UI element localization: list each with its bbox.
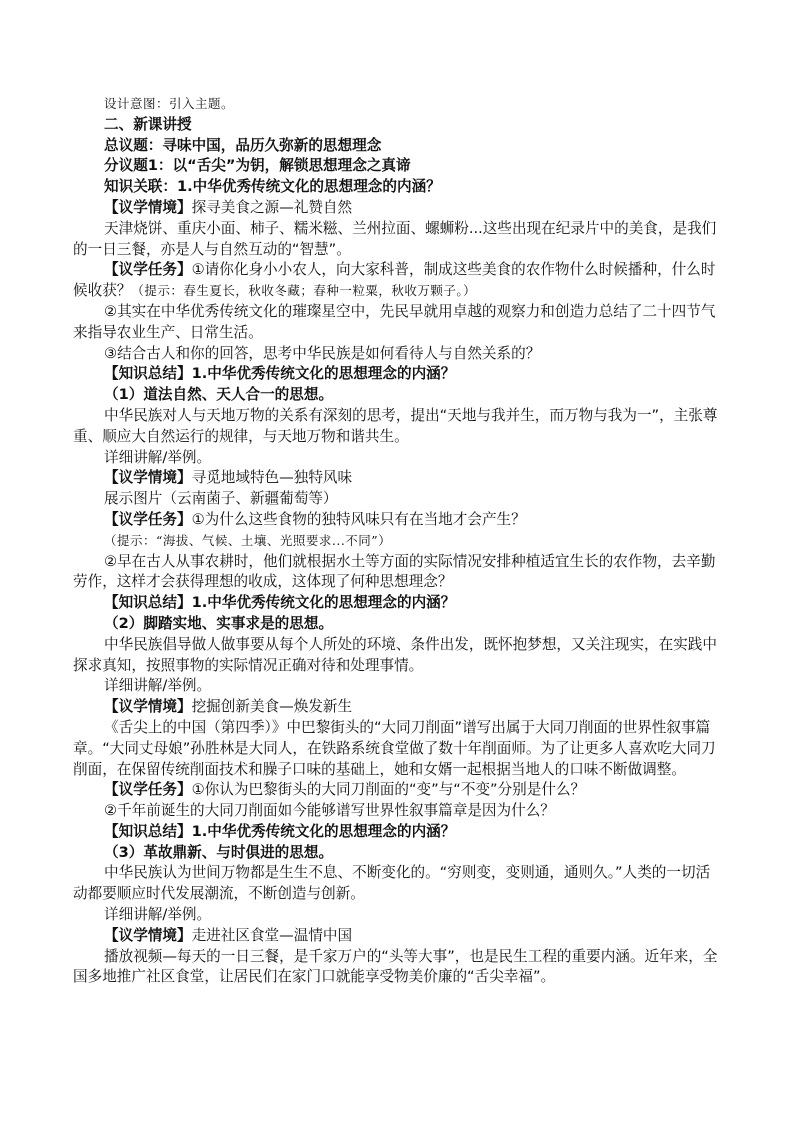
task-hint: （提示：“海拔、气候、土壤、光照要求...不同”） <box>104 532 392 548</box>
scenario-4 <box>73 926 723 947</box>
scenario-title: 寻觅地域特色—独特风味 <box>191 469 353 487</box>
task-2 <box>73 510 723 531</box>
summary-point: （3）革故鼎新、与时俱进的思想。 <box>104 843 334 861</box>
knowledge-link: 知识关联：1.中华优秀传统文化的思想理念的内涵？ <box>104 178 441 196</box>
scenario-3 <box>73 697 723 718</box>
section-heading: 二、新课讲授 <box>104 115 192 133</box>
task-tag: 【议学任务】 <box>104 510 192 528</box>
sub-topic: 分议题1：以“舌尖”为钥，解锁思想理念之真谛 <box>104 157 411 175</box>
lesson-plan-body <box>73 94 723 988</box>
paragraph: 详细讲解/举例。 <box>104 906 212 924</box>
paragraph: 天津烧饼、重庆小面、柿子、糯米糍、兰州拉面、螺蛳粉...这些出现在纪录片中的美食，是我们的一日三餐，亦是人与自然互动的“智慧”。 <box>73 219 717 258</box>
summary-point: （2）脚踏实地、实事求是的思想。 <box>104 614 334 632</box>
scenario-2 <box>73 468 723 489</box>
task-text: ①请你化身小小农人，向大家科普，制成这些美食的农作物什么时候播种，什么时候收获？ <box>73 261 716 300</box>
paragraph: ③结合古人和你的回答，思考中华民族是如何看待人与自然关系的？ <box>104 344 541 362</box>
scenario-tag: 【议学情境】 <box>104 926 192 944</box>
summary-point: （1）道法自然、天人合一的思想。 <box>104 386 334 404</box>
paragraph: 播放视频—每天的一日三餐，是千家万户的“头等大事”，也是民生工程的重要内涵。近年来，全国多地推广社区食堂，让居民们在家门口就能享受物美价廉的“舌尖幸福”。 <box>73 947 718 986</box>
paragraph: 展示图片（云南菌子、新疆葡萄等） <box>104 490 338 508</box>
task-text: ①为什么这些食物的独特风味只有在当地才会产生？ <box>191 510 526 528</box>
paragraph: ②其实在中华优秀传统文化的璀璨星空中，先民早就用卓越的观察力和创造力总结了二十四节气来指导农业生产、日常生活。 <box>73 302 716 341</box>
main-topic: 总议题：寻味中国，品历久弥新的思想理念 <box>104 136 382 154</box>
scenario-tag: 【议学情境】 <box>104 469 192 487</box>
scenario-title: 走进社区食堂—温情中国 <box>191 926 353 944</box>
task-tag: 【议学任务】 <box>104 261 192 279</box>
paragraph: 中华民族对人与天地万物的关系有深刻的思考，提出“天地与我并生，而万物与我为一”，主张尊重、顺应大自然运行的规律，与天地万物和谐共生。 <box>73 406 718 445</box>
scenario-tag: 【议学情境】 <box>104 698 192 716</box>
paragraph: 详细讲解/举例。 <box>104 448 212 466</box>
knowledge-summary: 【知识总结】1.中华优秀传统文化的思想理念的内涵？ <box>104 594 456 612</box>
scenario-1 <box>73 198 723 219</box>
task-text: ①你认为巴黎街头的大同刀削面的“变”与“不变”分别是什么？ <box>191 781 586 799</box>
scenario-title: 挖掘创新美食—焕发新生 <box>191 698 353 716</box>
paragraph: 《舌尖上的中国（第四季）》中巴黎街头的“大同刀削面”谱写出属于大同刀削面的世界性叙事篇章。“大同丈母娘”孙胜林是大同人，在铁路系统食堂做了数十年削面师。为了让更多人喜欢吃大同刀削面，在保留传统削面技术和臊子口味的基础上，她和女婿一起根据当地人的口味不断做调整。 <box>73 718 716 778</box>
paragraph: 中华民族倡导做人做事要从每个人所处的环境、条件出发，既怀抱梦想，又关注现实，在实践中探求真知，按照事物的实际情况正确对待和处理事情。 <box>73 635 717 674</box>
scenario-title: 探寻美食之源—礼赞自然 <box>191 198 353 216</box>
task-3 <box>73 780 723 801</box>
paragraph: 中华民族认为世间万物都是生生不息、不断变化的。“穷则变，变则通，通则久。”人类的一切活动都要顺应时代发展潮流，不断创造与创新。 <box>73 864 711 903</box>
paragraph: ②千年前诞生的大同刀削面如今能够谱写世界性叙事篇章是因为什么？ <box>104 802 555 820</box>
task-hint: （提示：春生夏长，秋收冬藏；春种一粒粟，秋收万颗子。） <box>131 283 477 299</box>
task-tag: 【议学任务】 <box>104 781 192 799</box>
paragraph: ②早在古人从事农耕时，他们就根据水土等方面的实际情况安排种植适宜生长的农作物，去辛勤劳作，这样才会获得理想的收成，这体现了何种思想理念？ <box>73 552 716 591</box>
knowledge-summary: 【知识总结】1.中华优秀传统文化的思想理念的内涵？ <box>104 365 456 383</box>
knowledge-summary: 【知识总结】1.中华优秀传统文化的思想理念的内涵？ <box>104 822 456 840</box>
paragraph: 详细讲解/举例。 <box>104 677 212 695</box>
task-1 <box>73 260 723 302</box>
design-intent-line: 设计意图：引入主题。 <box>104 96 235 111</box>
scenario-tag: 【议学情境】 <box>104 198 192 216</box>
